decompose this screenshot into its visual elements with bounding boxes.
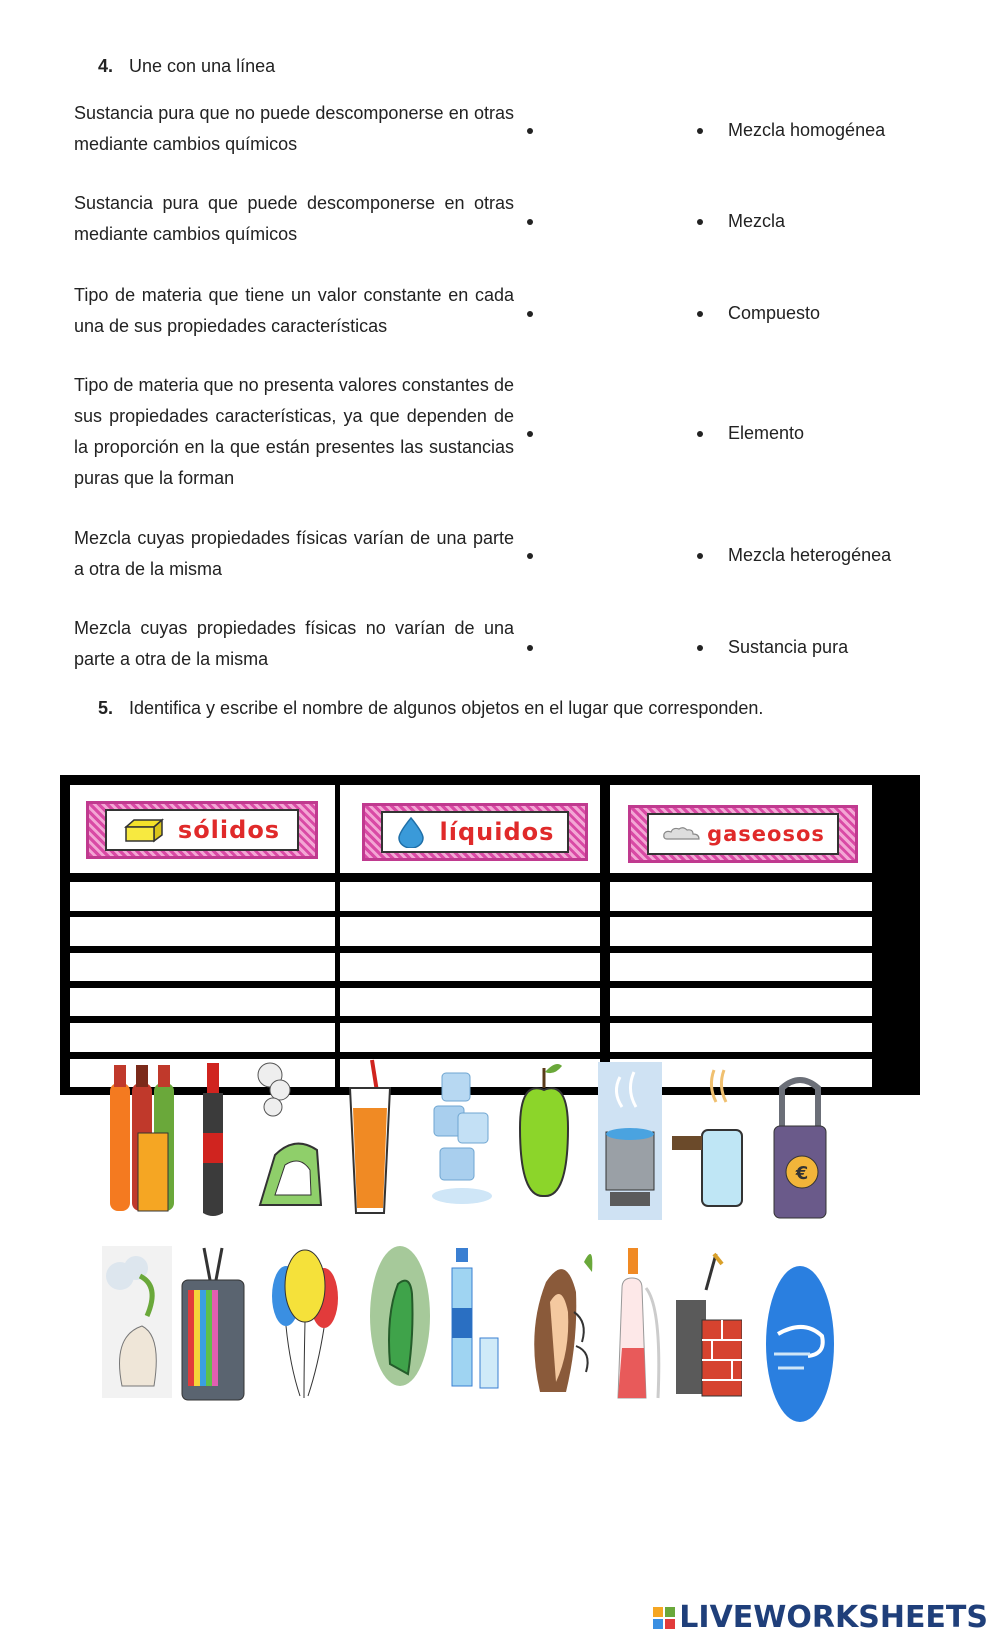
steaming-cup-icon bbox=[672, 1066, 744, 1212]
right-dot-1[interactable] bbox=[697, 128, 703, 134]
answer-cell-r3-c2[interactable] bbox=[340, 953, 600, 982]
answer-cell-r4-c1[interactable] bbox=[70, 988, 335, 1017]
steam-iron-icon bbox=[255, 1055, 325, 1215]
piggy-bank-icon bbox=[772, 1068, 828, 1220]
left-dot-5[interactable] bbox=[527, 553, 533, 559]
television-icon bbox=[180, 1246, 246, 1402]
left-dot-3[interactable] bbox=[527, 311, 533, 317]
answer-cell-r2-c2[interactable] bbox=[340, 917, 600, 946]
cube-icon bbox=[124, 817, 164, 843]
classification-table bbox=[60, 775, 920, 1095]
label-gaseosos bbox=[628, 805, 858, 863]
juice-glass-icon bbox=[348, 1058, 392, 1216]
answer-cell-r5-c3[interactable] bbox=[610, 1023, 872, 1052]
label-text-liquidos: líquidos bbox=[439, 818, 555, 846]
breath-icon bbox=[526, 1242, 596, 1394]
boiling-pot-icon bbox=[598, 1062, 662, 1220]
liveworksheets-logo bbox=[653, 1600, 988, 1635]
right-item-6: Sustancia pura bbox=[728, 637, 849, 657]
answer-cell-r2-c3[interactable] bbox=[610, 917, 872, 946]
right-dot-3[interactable] bbox=[697, 311, 703, 317]
water-drop-icon bbox=[396, 816, 426, 848]
left-dot-4[interactable] bbox=[527, 431, 533, 437]
answer-cell-r5-c1[interactable] bbox=[70, 1023, 335, 1052]
right-item-5: Mezcla heterogénea bbox=[728, 545, 892, 565]
right-dot-2[interactable] bbox=[697, 219, 703, 225]
answer-cell-r2-c1[interactable] bbox=[70, 917, 335, 946]
label-solidos bbox=[86, 801, 318, 859]
water-bottle-icon bbox=[448, 1248, 500, 1390]
left-item-5: Mezcla cuyas propiedades físicas varían de una parte a otra de la misma bbox=[74, 528, 514, 579]
crocodile-icon bbox=[368, 1244, 432, 1388]
header-liquidos bbox=[340, 785, 600, 873]
right-item-4: Elemento bbox=[728, 423, 805, 443]
answer-cell-r5-c2[interactable] bbox=[340, 1023, 600, 1052]
right-dot-5[interactable] bbox=[697, 553, 703, 559]
right-dot-6[interactable] bbox=[697, 645, 703, 651]
soda-bottles-icon bbox=[108, 1063, 178, 1215]
balloons-icon bbox=[270, 1246, 340, 1402]
question-5-text: Identifica y escribe el nombre de algunos objetos en el lugar que corresponden. bbox=[129, 698, 764, 718]
answer-cell-r3-c1[interactable] bbox=[70, 953, 335, 982]
answer-cell-r1-c3[interactable] bbox=[610, 882, 872, 911]
header-gaseosos bbox=[610, 785, 872, 873]
question-5-title bbox=[98, 698, 763, 719]
question-4-title bbox=[98, 56, 275, 77]
right-dot-4[interactable] bbox=[697, 431, 703, 437]
left-item-6: Mezcla cuyas propiedades físicas no varían de una parte a otra de la misma bbox=[74, 618, 514, 669]
cola-bottle-icon bbox=[198, 1063, 228, 1219]
left-dot-6[interactable] bbox=[527, 645, 533, 651]
answer-cell-r1-c2[interactable] bbox=[340, 882, 600, 911]
apple-icon bbox=[518, 1058, 570, 1202]
answer-cell-r4-c3[interactable] bbox=[610, 988, 872, 1017]
left-item-2: Sustancia pura que puede descomponerse en otras mediante cambios químicos bbox=[74, 193, 514, 244]
right-item-3: Compuesto bbox=[728, 303, 821, 323]
answer-cell-r4-c2[interactable] bbox=[340, 988, 600, 1017]
right-item-1: Mezcla homogénea bbox=[728, 120, 886, 140]
label-liquidos bbox=[362, 803, 588, 861]
left-item-1: Sustancia pura que no puede descomponerse en otras mediante cambios químicos bbox=[74, 103, 514, 154]
cloud-icon bbox=[661, 824, 703, 844]
answer-cell-r3-c3[interactable] bbox=[610, 953, 872, 982]
wind-icon bbox=[764, 1264, 836, 1424]
logo-text: LIVEWORKSHEETS bbox=[679, 1600, 988, 1635]
perfume-bottle-icon bbox=[614, 1248, 664, 1404]
brick-wall-icon bbox=[676, 1250, 742, 1398]
right-item-2: Mezcla bbox=[728, 211, 786, 231]
svg-text:€: € bbox=[795, 1163, 809, 1184]
question-4-number: 4. bbox=[98, 56, 114, 76]
logo-mark-icon bbox=[653, 1607, 675, 1629]
left-dot-1[interactable] bbox=[527, 128, 533, 134]
steaming-kettle-icon bbox=[102, 1246, 172, 1398]
left-item-4: Tipo de materia que no presenta valores constantes de sus propiedades características, ya que dependen de la proporción en la que están presentes las sustancias puras que la forman bbox=[74, 375, 514, 488]
label-text-solidos: sólidos bbox=[177, 816, 281, 844]
label-text-gaseosos: gaseosos bbox=[707, 822, 825, 846]
left-item-3: Tipo de materia que tiene un valor constante en cada una de sus propiedades características bbox=[74, 285, 514, 336]
question-5-number: 5. bbox=[98, 698, 114, 718]
answer-cell-r1-c1[interactable] bbox=[70, 882, 335, 911]
question-4-text: Une con una línea bbox=[129, 56, 276, 76]
ice-cubes-icon bbox=[428, 1068, 496, 1208]
left-dot-2[interactable] bbox=[527, 219, 533, 225]
header-solidos bbox=[70, 785, 335, 873]
